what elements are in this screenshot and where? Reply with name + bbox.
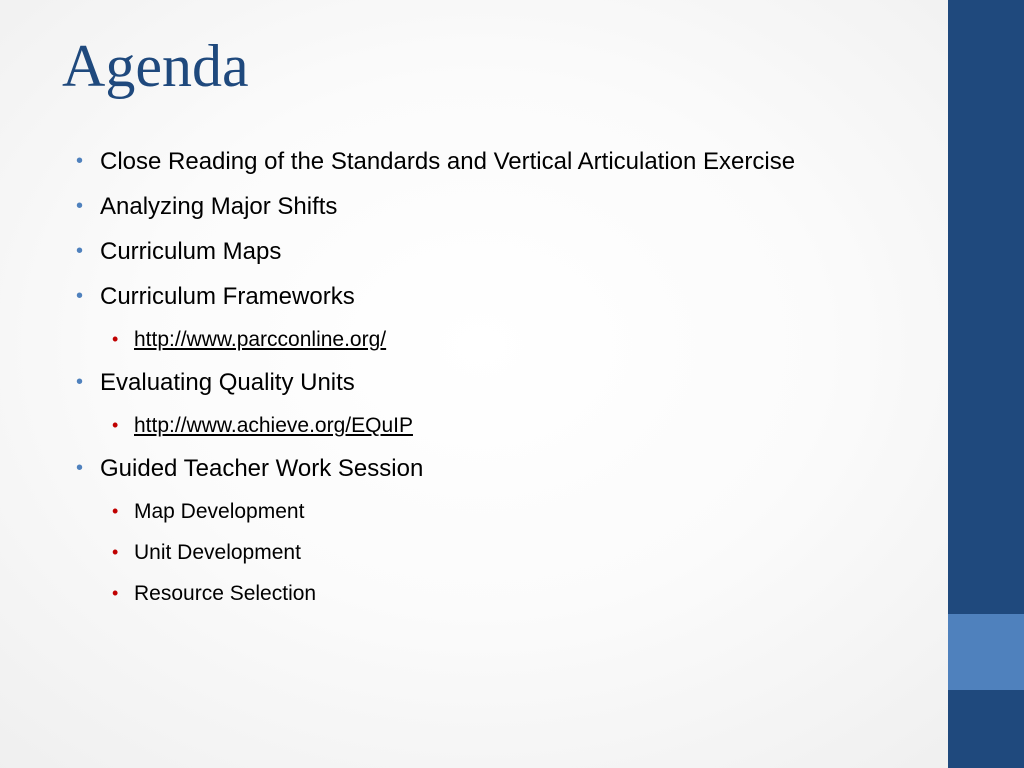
agenda-item-label: Analyzing Major Shifts: [100, 193, 338, 220]
agenda-subitem: [76, 577, 936, 610]
agenda-subitem: [76, 495, 936, 528]
agenda-item: [76, 188, 936, 225]
agenda-item-label: Guided Teacher Work Session: [100, 455, 424, 482]
sidebar-bar: [948, 0, 1024, 768]
bullet-dot-icon: •: [112, 415, 119, 435]
agenda-subitem: [76, 323, 936, 356]
bullet-dot-icon: •: [112, 542, 119, 562]
agenda-item-label: Evaluating Quality Units: [100, 369, 355, 396]
agenda-item-label: Close Reading of the Standards and Vertical Articulation Exercise: [100, 148, 796, 175]
agenda-item: [76, 233, 936, 270]
agenda-sublist: [76, 495, 936, 610]
agenda-sublist: [76, 323, 936, 356]
agenda-sublist: [76, 409, 936, 442]
slide-title: Agenda: [62, 33, 249, 99]
bullet-dot-icon: •: [112, 329, 119, 349]
agenda-item: [76, 143, 936, 180]
bullet-dot-icon: •: [76, 150, 84, 172]
sidebar-accent-block: [948, 614, 1024, 690]
bullet-dot-icon: •: [112, 501, 119, 521]
agenda-item-label: Curriculum Frameworks: [100, 283, 355, 310]
agenda-item: [76, 364, 936, 401]
agenda-subitem-label: Resource Selection: [134, 582, 317, 605]
bullet-dot-icon: •: [112, 583, 119, 603]
bullet-dot-icon: •: [76, 285, 84, 307]
agenda-subitem: [76, 409, 936, 442]
agenda-subitem: [76, 536, 936, 569]
agenda-list: [76, 143, 936, 618]
agenda-item: [76, 450, 936, 487]
bullet-dot-icon: •: [76, 457, 84, 479]
agenda-item-label: Curriculum Maps: [100, 238, 282, 265]
agenda-item: [76, 278, 936, 315]
parcc-link[interactable]: http://www.parcconline.org/: [134, 328, 387, 351]
bullet-dot-icon: •: [76, 371, 84, 393]
equip-link[interactable]: http://www.achieve.org/EQuIP: [134, 414, 413, 437]
bullet-dot-icon: •: [76, 195, 84, 217]
agenda-subitem-label: Map Development: [134, 500, 305, 523]
agenda-subitem-label: Unit Development: [134, 541, 301, 564]
bullet-dot-icon: •: [76, 240, 84, 262]
